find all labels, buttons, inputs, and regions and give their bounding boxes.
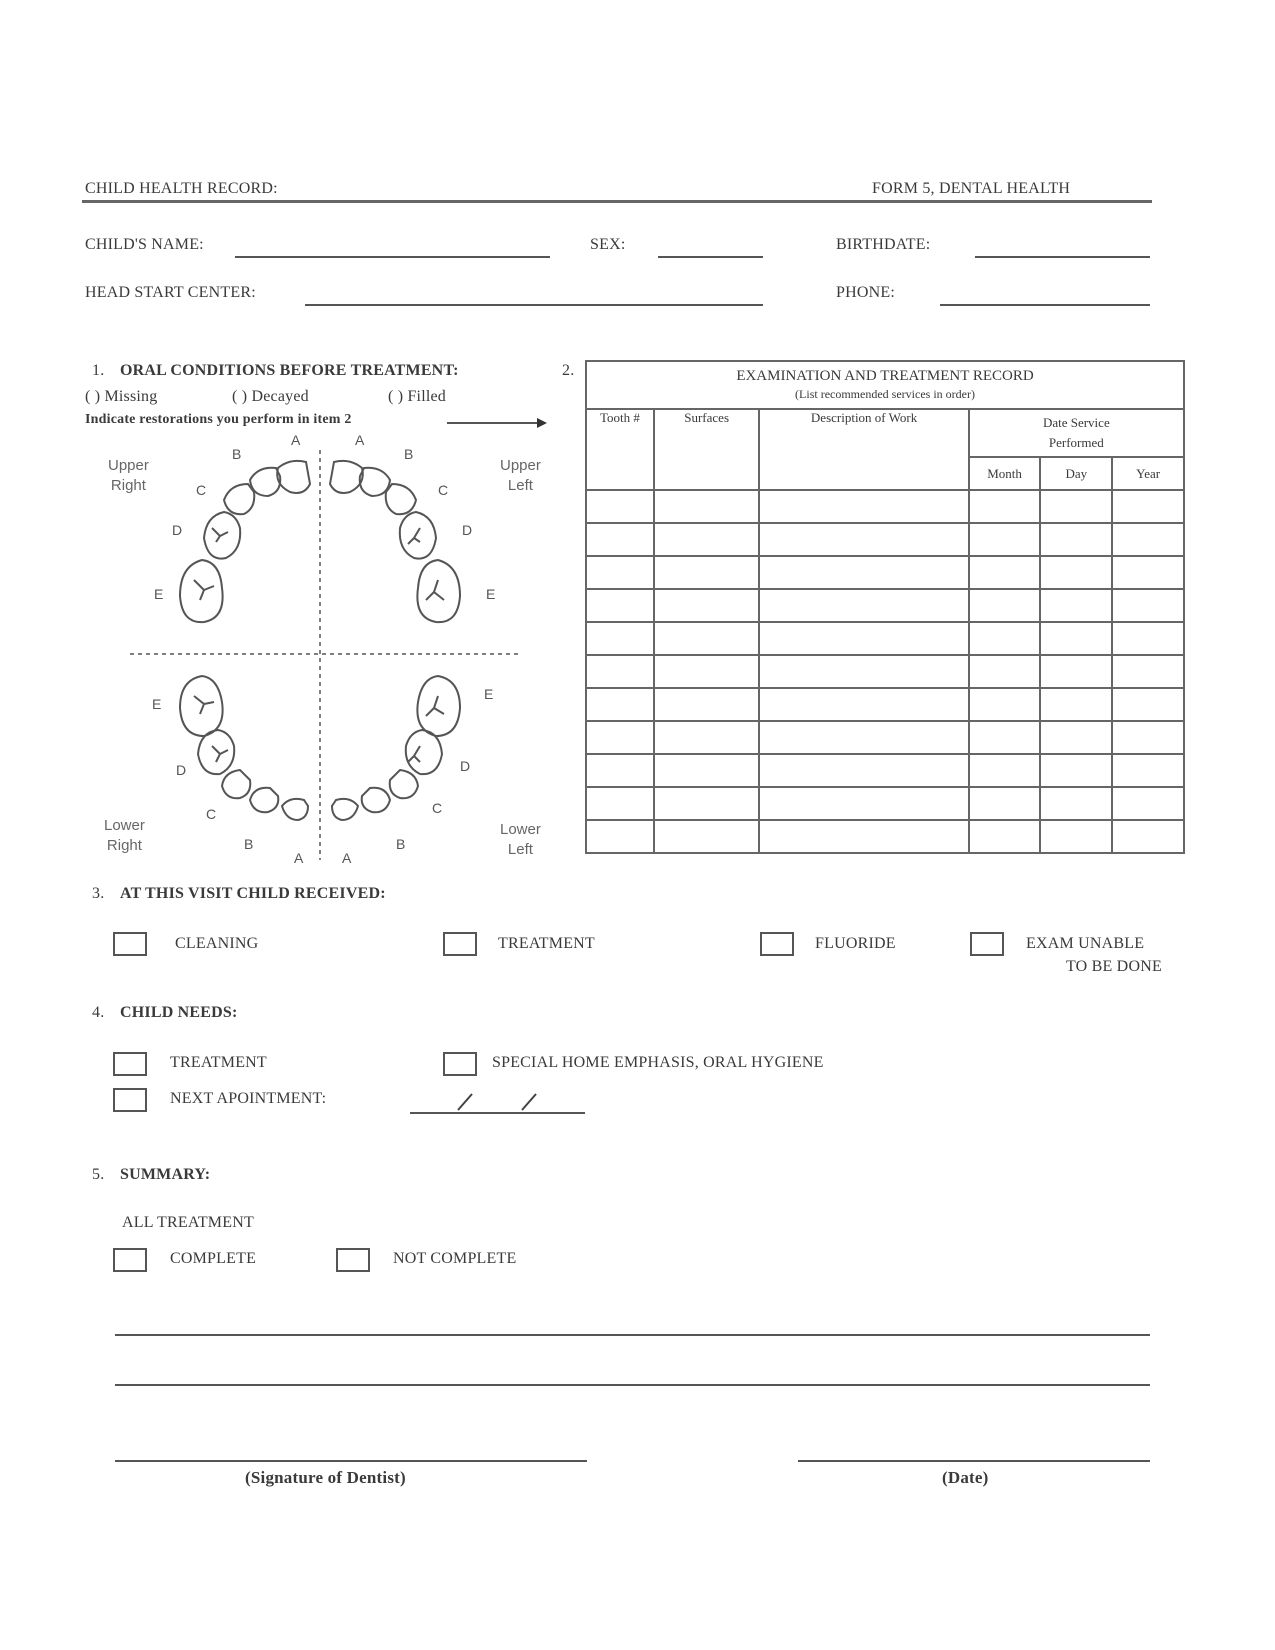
notes-line-2[interactable] — [115, 1384, 1150, 1386]
quadrant-upper-right: Upper Right — [108, 457, 149, 494]
tooth-label: B — [244, 836, 254, 852]
table-cell[interactable] — [1040, 589, 1112, 622]
table-cell[interactable] — [654, 523, 760, 556]
child-name-field[interactable] — [235, 256, 550, 258]
table-cell[interactable] — [1112, 556, 1184, 589]
tooth-label: C — [206, 806, 217, 822]
table-cell[interactable] — [1040, 556, 1112, 589]
tooth-label: B — [232, 446, 242, 462]
center-label: HEAD START CENTER: — [85, 284, 256, 301]
table-row — [586, 754, 1184, 787]
table-row — [586, 556, 1184, 589]
table-cell[interactable] — [654, 655, 760, 688]
legend-decayed: ( ) Decayed — [232, 388, 309, 405]
sex-field[interactable] — [658, 256, 763, 258]
table-cell[interactable] — [969, 622, 1041, 655]
cleaning-checkbox[interactable] — [113, 932, 147, 956]
table-cell[interactable] — [1112, 655, 1184, 688]
table-cell[interactable] — [759, 721, 968, 754]
table-cell[interactable] — [1040, 523, 1112, 556]
table-title: EXAMINATION AND TREATMENT RECORD — [736, 368, 1034, 384]
quadrant-lower-left: Lower Left — [500, 821, 541, 858]
table-cell[interactable] — [969, 490, 1041, 523]
col-month: Month — [969, 457, 1041, 490]
tooth-label: E — [152, 696, 162, 712]
table-row — [586, 655, 1184, 688]
special-home-checkbox[interactable] — [443, 1052, 477, 1076]
exam-unable-label: EXAM UNABLE — [1026, 935, 1145, 952]
phone-field[interactable] — [940, 304, 1150, 306]
tooth-label: E — [154, 586, 164, 602]
tooth-label: C — [438, 482, 449, 498]
signature-label: (Signature of Dentist) — [245, 1468, 406, 1487]
table-cell[interactable] — [969, 820, 1041, 853]
complete-label: COMPLETE — [170, 1250, 257, 1267]
table-cell[interactable] — [1040, 655, 1112, 688]
notes-line-1[interactable] — [115, 1334, 1150, 1336]
table-cell[interactable] — [586, 820, 654, 853]
table-cell[interactable] — [654, 754, 760, 787]
tooth-chart-diagram — [120, 440, 530, 860]
form-header-left: CHILD HEALTH RECORD: — [85, 180, 278, 197]
header-rule — [82, 200, 1152, 203]
table-cell[interactable] — [654, 490, 760, 523]
table-cell[interactable] — [1112, 721, 1184, 754]
table-cell[interactable] — [586, 490, 654, 523]
table-cell[interactable] — [654, 556, 760, 589]
tooth-label: D — [460, 758, 471, 774]
table-cell[interactable] — [969, 721, 1041, 754]
table-cell[interactable] — [586, 556, 654, 589]
section3-title: AT THIS VISIT CHILD RECEIVED: — [120, 885, 386, 902]
next-appointment-label: NEXT APOINTMENT: — [170, 1090, 327, 1107]
section5-number: 5. — [92, 1166, 105, 1183]
table-cell[interactable] — [654, 688, 760, 721]
table-cell[interactable] — [586, 589, 654, 622]
tooth-label: C — [196, 482, 207, 498]
table-cell[interactable] — [586, 787, 654, 820]
table-cell[interactable] — [759, 787, 968, 820]
treatment-record-table — [585, 360, 1185, 854]
table-row — [586, 490, 1184, 523]
complete-checkbox[interactable] — [113, 1248, 147, 1272]
next-appointment-checkbox[interactable] — [113, 1088, 147, 1112]
table-cell[interactable] — [759, 688, 968, 721]
birthdate-field[interactable] — [975, 256, 1150, 258]
table-cell[interactable] — [759, 490, 968, 523]
section1-instruction: Indicate restorations you perform in item 2 — [85, 412, 352, 427]
exam-unable-checkbox[interactable] — [970, 932, 1004, 956]
special-home-label: SPECIAL HOME EMPHASIS, ORAL HYGIENE — [492, 1054, 824, 1071]
not-complete-label: NOT COMPLETE — [393, 1250, 517, 1267]
table-cell[interactable] — [1112, 589, 1184, 622]
table-cell[interactable] — [1112, 688, 1184, 721]
table-cell[interactable] — [586, 523, 654, 556]
section3-number: 3. — [92, 885, 105, 902]
child-name-label: CHILD'S NAME: — [85, 236, 204, 253]
section4-number: 4. — [92, 1004, 105, 1021]
table-cell[interactable] — [969, 655, 1041, 688]
table-cell[interactable] — [1112, 622, 1184, 655]
center-field[interactable] — [305, 304, 763, 306]
table-cell[interactable] — [969, 688, 1041, 721]
table-cell[interactable] — [969, 754, 1041, 787]
table-cell[interactable] — [586, 688, 654, 721]
table-cell[interactable] — [1040, 754, 1112, 787]
table-cell[interactable] — [586, 754, 654, 787]
table-row — [586, 787, 1184, 820]
tooth-label: A — [342, 850, 352, 866]
table-cell[interactable] — [759, 589, 968, 622]
sex-label: SEX: — [590, 236, 626, 253]
needs-treatment-checkbox[interactable] — [113, 1052, 147, 1076]
table-cell[interactable] — [1112, 820, 1184, 853]
next-appointment-date-field[interactable] — [410, 1090, 585, 1114]
table-row — [586, 820, 1184, 853]
col-date-service: Date Service Performed — [969, 409, 1184, 457]
table-cell[interactable] — [759, 655, 968, 688]
table-cell[interactable] — [759, 523, 968, 556]
table-cell[interactable] — [1040, 721, 1112, 754]
birthdate-label: BIRTHDATE: — [836, 236, 931, 253]
table-cell[interactable] — [586, 655, 654, 688]
col-tooth: Tooth # — [586, 409, 654, 490]
col-description: Description of Work — [759, 409, 968, 490]
section1-number: 1. — [92, 362, 105, 379]
table-body — [586, 490, 1184, 853]
table-row — [586, 721, 1184, 754]
table-row — [586, 688, 1184, 721]
table-cell[interactable] — [969, 523, 1041, 556]
table-cell[interactable] — [654, 589, 760, 622]
fluoride-checkbox[interactable] — [760, 932, 794, 956]
table-cell[interactable] — [759, 622, 968, 655]
table-cell[interactable] — [1040, 787, 1112, 820]
tooth-label: C — [432, 800, 443, 816]
table-cell[interactable] — [969, 556, 1041, 589]
tooth-label: E — [484, 686, 494, 702]
table-row — [586, 622, 1184, 655]
table-cell[interactable] — [586, 622, 654, 655]
signature-line[interactable] — [115, 1460, 587, 1462]
section1-title: ORAL CONDITIONS BEFORE TREATMENT: — [120, 362, 459, 379]
table-cell[interactable] — [586, 721, 654, 754]
table-cell[interactable] — [1112, 523, 1184, 556]
tooth-label: D — [172, 522, 183, 538]
table-cell[interactable] — [1040, 622, 1112, 655]
col-surfaces: Surfaces — [654, 409, 760, 490]
quadrant-upper-left: Upper Left — [500, 457, 541, 494]
date-line[interactable] — [798, 1460, 1150, 1462]
table-cell[interactable] — [969, 787, 1041, 820]
phone-label: PHONE: — [836, 284, 895, 301]
legend-missing: ( ) Missing — [85, 388, 158, 405]
quadrant-lower-right: Lower Right — [104, 817, 145, 854]
form-header-right: FORM 5, DENTAL HEALTH — [872, 180, 1071, 197]
table-cell[interactable] — [1040, 688, 1112, 721]
table-cell[interactable] — [759, 820, 968, 853]
table-cell[interactable] — [759, 754, 968, 787]
all-treatment-label: ALL TREATMENT — [122, 1214, 254, 1231]
tooth-label: A — [355, 432, 365, 448]
section5-title: SUMMARY: — [120, 1166, 211, 1183]
tooth-label: B — [396, 836, 406, 852]
col-year: Year — [1112, 457, 1184, 490]
cleaning-label: CLEANING — [175, 935, 259, 952]
tooth-label: E — [486, 586, 496, 602]
treatment-received-label: TREATMENT — [498, 935, 595, 952]
tooth-label: A — [291, 432, 301, 448]
section4-title: CHILD NEEDS: — [120, 1004, 238, 1021]
table-row — [586, 523, 1184, 556]
table-title-cell — [586, 361, 1184, 409]
needs-treatment-label: TREATMENT — [170, 1054, 267, 1071]
treatment-received-checkbox[interactable] — [443, 932, 477, 956]
legend-filled: ( ) Filled — [388, 388, 446, 405]
table-cell[interactable] — [1112, 754, 1184, 787]
not-complete-checkbox[interactable] — [336, 1248, 370, 1272]
exam-unable-label-2: TO BE DONE — [1066, 958, 1162, 975]
tooth-label: B — [404, 446, 414, 462]
table-cell[interactable] — [759, 556, 968, 589]
fluoride-label: FLUORIDE — [815, 935, 896, 952]
table-cell[interactable] — [1040, 490, 1112, 523]
date-slashes — [410, 1090, 585, 1112]
arrow-right-icon — [445, 415, 550, 431]
table-cell[interactable] — [1112, 787, 1184, 820]
table-row — [586, 589, 1184, 622]
tooth-label: D — [176, 762, 187, 778]
table-cell[interactable] — [1040, 820, 1112, 853]
tooth-label: A — [294, 850, 304, 866]
table-cell[interactable] — [969, 589, 1041, 622]
table-cell[interactable] — [654, 721, 760, 754]
table-cell[interactable] — [654, 622, 760, 655]
tooth-label: D — [462, 522, 473, 538]
table-cell[interactable] — [1112, 490, 1184, 523]
table-cell[interactable] — [654, 787, 760, 820]
date-label: (Date) — [942, 1468, 989, 1487]
table-cell[interactable] — [654, 820, 760, 853]
section2-number: 2. — [562, 362, 575, 379]
col-day: Day — [1040, 457, 1112, 490]
table-subtitle: (List recommended services in order) — [795, 387, 975, 401]
